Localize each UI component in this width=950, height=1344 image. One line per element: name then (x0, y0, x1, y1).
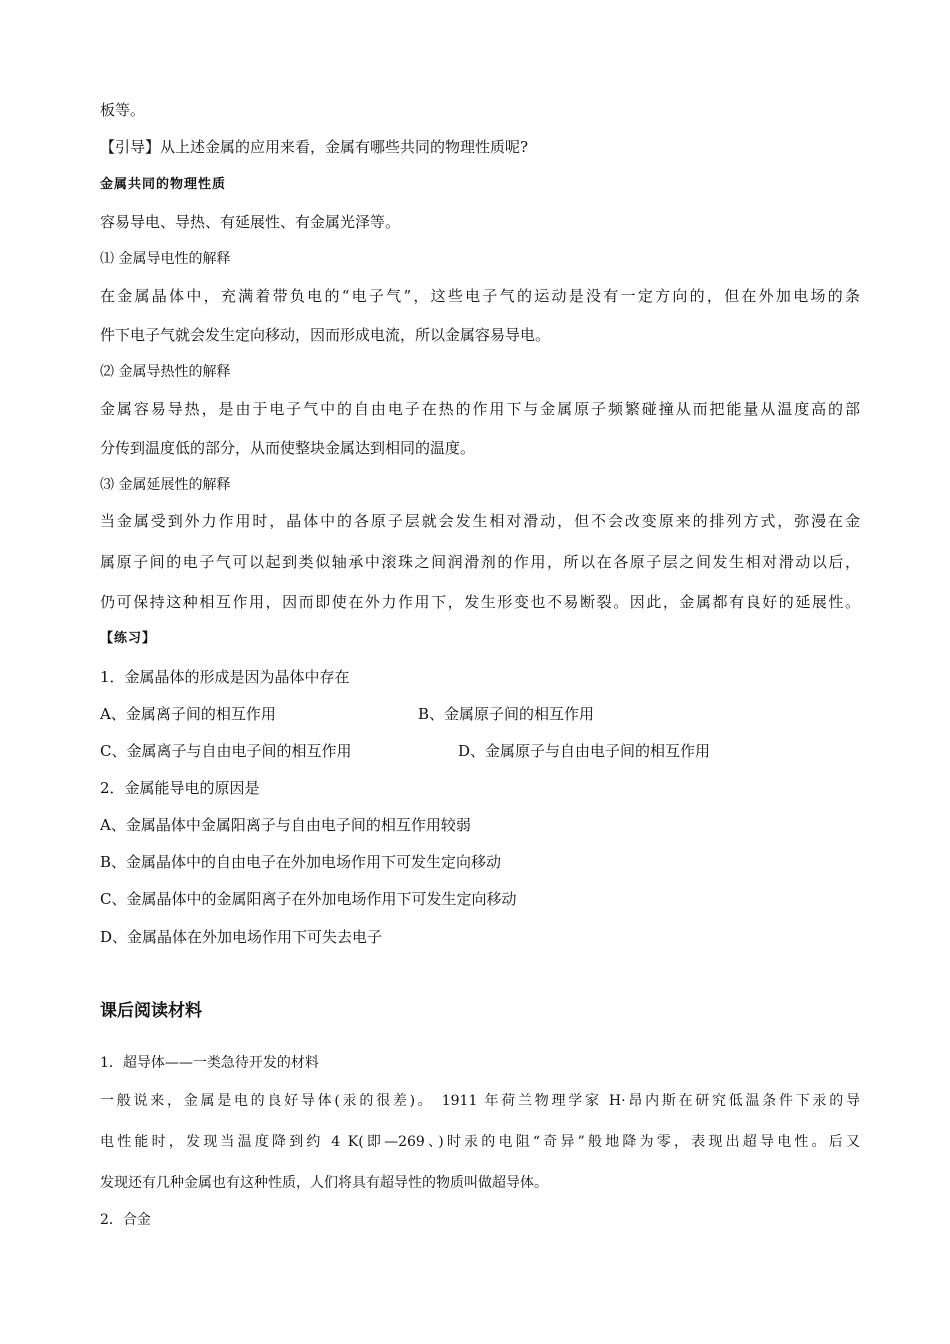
reading-item-2-title: 2．合金 (100, 1212, 151, 1228)
superconductor-text-line-3: 发现还有几种金属也有这种性质，人们将具有超导性的物质叫做超导体。 (100, 1175, 548, 1191)
q2-option-c: C、金属晶体中的金属阳离子在外加电场作用下可发生定向移动 (100, 890, 517, 908)
q2-option-b: B、金属晶体中的自由电子在外加电场作用下可发生定向移动 (100, 853, 502, 871)
q1-option-d: D、金属原子与自由电子间的相互作用 (458, 742, 711, 760)
question-2: 2．金属能导电的原因是 (100, 779, 260, 797)
section-heading-properties: 金属共同的物理性质 (100, 177, 227, 192)
superconductor-text-line-2: 电性能时，发现当温度降到约 4 K(即—269、)时汞的电阻“奇异”般地降为零，表现出超导电性。后又 (100, 1134, 860, 1150)
ductility-text-line-3: 仍可保持这种相互作用，因而即使在外力作用下，发生形变也不易断裂。因此，金属都有良好的延展性。 (100, 593, 860, 611)
subheading-ductility: ⑶ 金属延展性的解释 (100, 477, 231, 493)
conductivity-text-line-2: 件下电子气就会发生定向移动，因而形成电流，所以金属容易导电。 (100, 326, 551, 344)
reading-item-1-title: 1．超导体——一类急待开发的材料 (100, 1055, 319, 1071)
subheading-thermal: ⑵ 金属导热性的解释 (100, 364, 231, 380)
exercise-heading: 【练习】 (100, 631, 157, 646)
q1-option-c: C、金属离子与自由电子间的相互作用 (100, 742, 352, 760)
thermal-text-line-1: 金属容易导热，是由于电子气中的自由电子在热的作用下与金属原子频繁碰撞从而把能量从温度高的部 (100, 400, 860, 418)
reading-material-heading: 课后阅读材料 (100, 1001, 202, 1021)
ductility-text-line-1: 当金属受到外力作用时，晶体中的各原子层就会发生相对滑动，但不会改变原来的排列方式，弥漫在金 (100, 512, 860, 530)
q1-option-a: A、金属离子间的相互作用 (100, 705, 276, 723)
thermal-text-line-2: 分传到温度低的部分，从而使整块金属达到相同的温度。 (100, 439, 476, 457)
superconductor-text-line-1: 一般说来，金属是电的良好导体(汞的很差)。 1911 年荷兰物理学家 H·昂内斯在研究低温条件下汞的导 (100, 1093, 860, 1109)
subheading-conductivity: ⑴ 金属导电性的解释 (100, 251, 231, 267)
ductility-text-line-2: 属原子间的电子气可以起到类似轴承中滚珠之间润滑剂的作用，所以在各原子层之间发生相对滑动以后， (100, 553, 860, 571)
conductivity-text-line-1: 在金属晶体中，充满着带负电的“电子气”，这些电子气的运动是没有一定方向的，但在外加电场的条 (100, 287, 860, 305)
properties-summary: 容易导电、导热、有延展性、有金属光泽等。 (100, 213, 401, 231)
q2-option-d: D、金属晶体在外加电场作用下可失去电子 (100, 928, 383, 946)
question-1: 1．金属晶体的形成是因为晶体中存在 (100, 668, 350, 686)
guide-question: 【引导】从上述金属的应用来看，金属有哪些共同的物理性质呢? (100, 138, 529, 156)
q1-option-b: B、金属原子间的相互作用 (418, 705, 595, 723)
paragraph-fragment: 板等。 (100, 101, 146, 119)
q2-option-a: A、金属晶体中金属阳离子与自由电子间的相互作用较弱 (100, 816, 471, 834)
